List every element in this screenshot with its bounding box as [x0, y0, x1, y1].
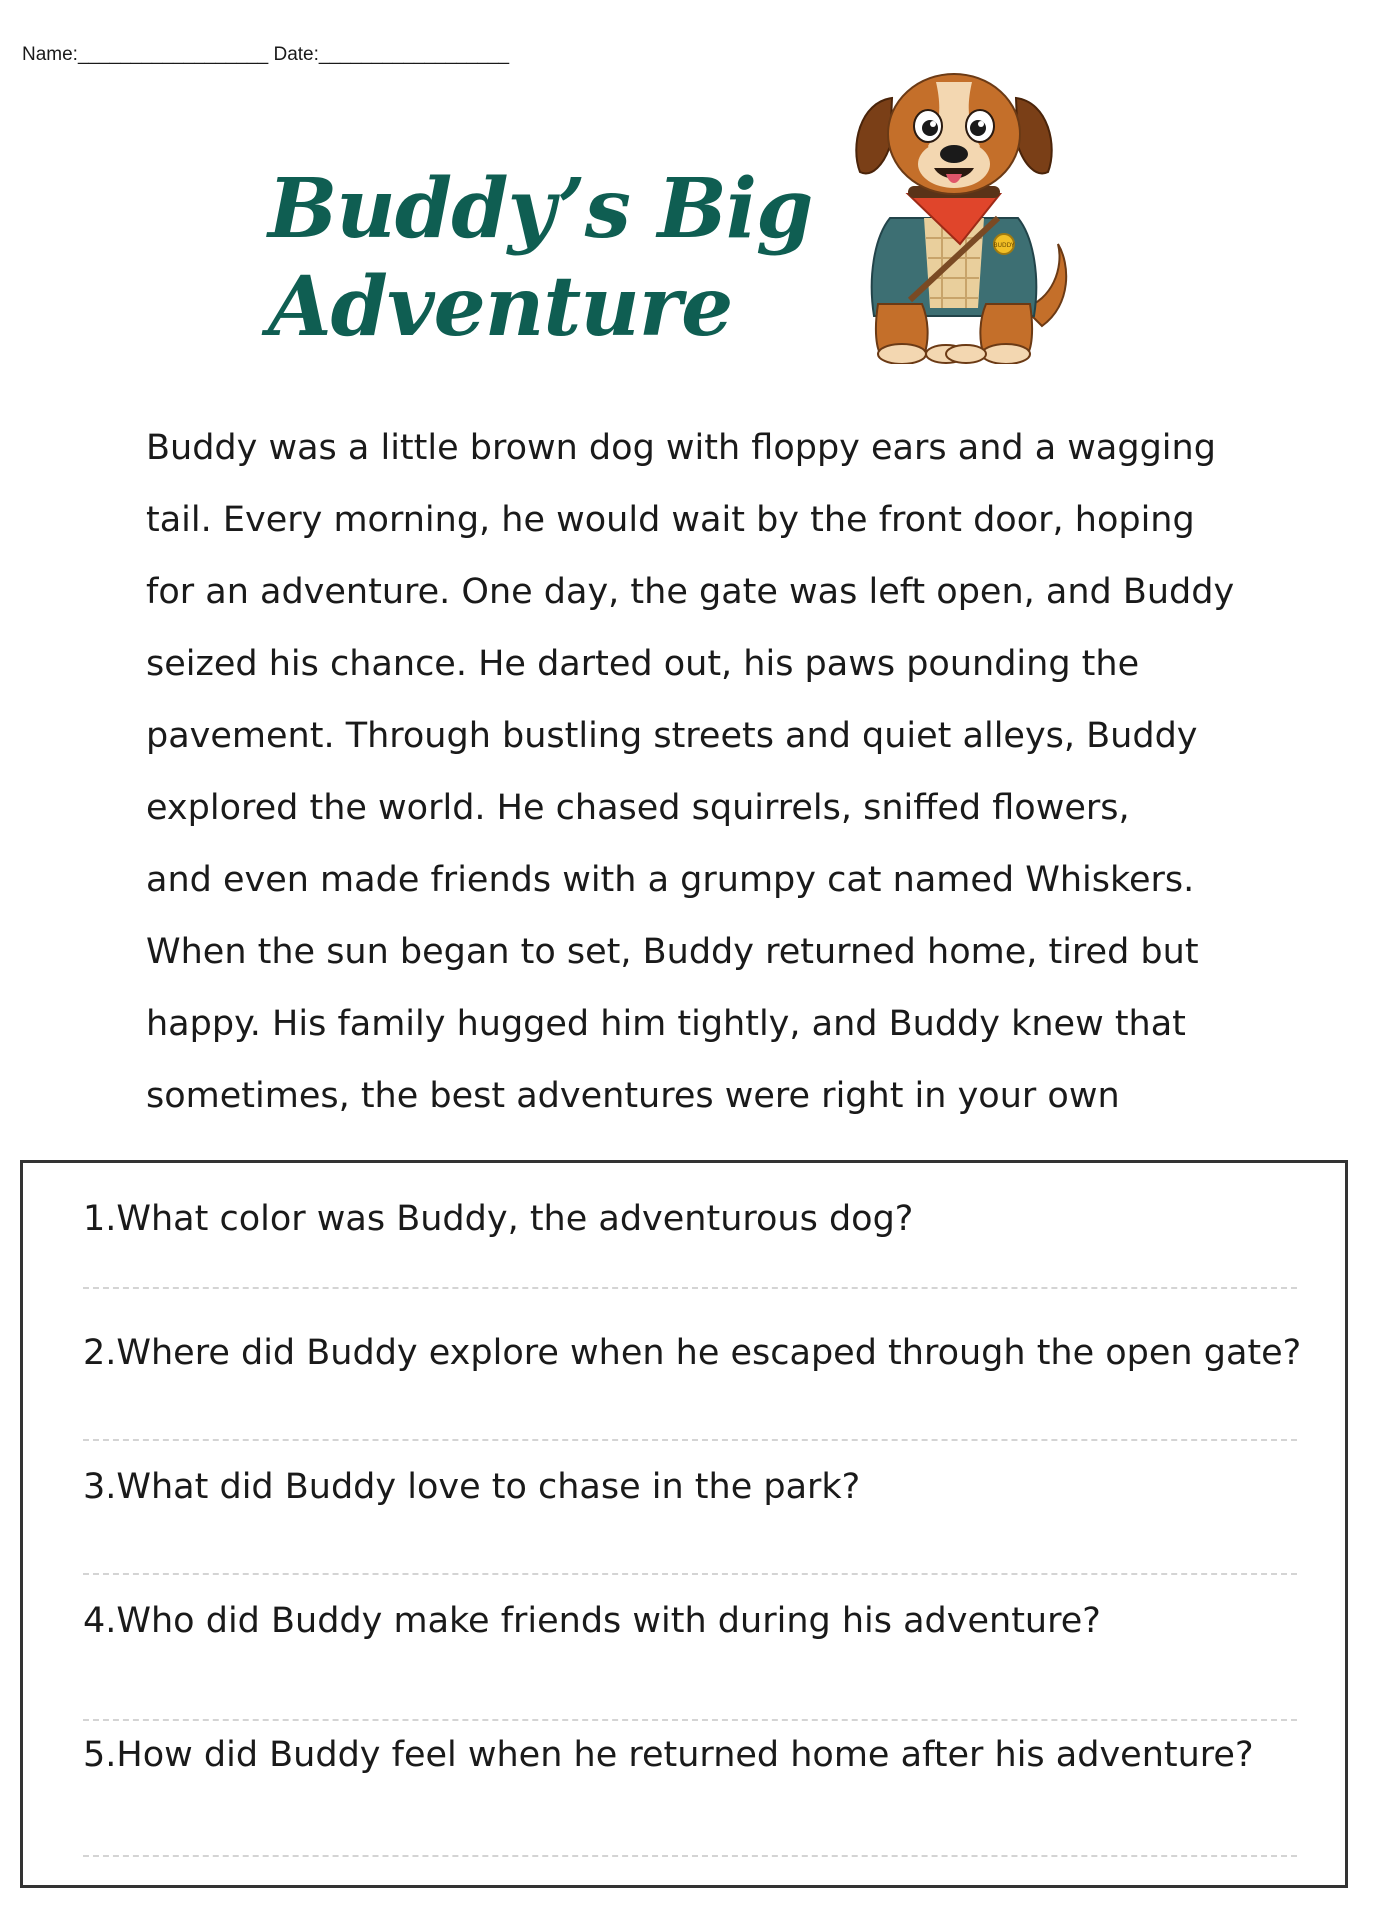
title-line-1: Buddy’s Big	[268, 161, 813, 257]
questions-box	[20, 1160, 1348, 1888]
badge-text: BUDDY	[993, 242, 1015, 249]
story-line: When the sun began to set, Buddy returned home, tired but	[146, 932, 1199, 972]
page-title	[268, 160, 888, 356]
question-1: 1.What color was Buddy, the adventurous dog?	[83, 1199, 914, 1239]
story-line: explored the world. He chased squirrels, sniffed flowers,	[146, 788, 1130, 828]
cartoon-dog-icon	[838, 68, 1070, 364]
story-line: pavement. Through bustling streets and quiet alleys, Buddy	[146, 716, 1198, 756]
answer-line-3[interactable]	[83, 1573, 1297, 1575]
story-text	[146, 412, 1256, 1132]
answer-line-5[interactable]	[83, 1855, 1297, 1857]
name-label: Name:	[22, 44, 78, 65]
question-5: 5.How did Buddy feel when he returned home after his adventure?	[83, 1735, 1254, 1775]
answer-line-1[interactable]	[83, 1287, 1297, 1289]
story-line: happy. His family hugged him tightly, and Buddy knew that	[146, 1004, 1186, 1044]
name-date-header	[22, 44, 509, 66]
story-line: tail. Every morning, he would wait by the front door, hoping	[146, 500, 1195, 540]
story-line: sometimes, the best adventures were right in your own	[146, 1076, 1120, 1116]
question-3: 3.What did Buddy love to chase in the park?	[83, 1467, 861, 1507]
date-field[interactable]: __________________	[318, 44, 510, 65]
question-4: 4.Who did Buddy make friends with during his adventure?	[83, 1601, 1101, 1641]
name-field[interactable]: __________________	[77, 44, 269, 65]
dog-ear-right	[1016, 98, 1052, 173]
story-line: for an adventure. One day, the gate was left open, and Buddy	[146, 572, 1235, 612]
story-line: and even made friends with a grumpy cat named Whiskers.	[146, 860, 1195, 900]
answer-line-2[interactable]	[83, 1439, 1297, 1441]
story-line: Buddy was a little brown dog with floppy ears and a wagging	[146, 428, 1216, 468]
answer-line-4[interactable]	[83, 1719, 1297, 1721]
title-line-2: Adventure	[268, 259, 733, 355]
dog-ear-left	[856, 98, 892, 173]
date-label: Date:	[273, 44, 319, 65]
question-2: 2.Where did Buddy explore when he escaped through the open gate?	[83, 1333, 1302, 1373]
dog-nose	[940, 145, 968, 163]
story-line: seized his chance. He darted out, his paws pounding the	[146, 644, 1140, 684]
dog-paw-left	[878, 344, 926, 364]
dog-paw-right	[982, 344, 1030, 364]
